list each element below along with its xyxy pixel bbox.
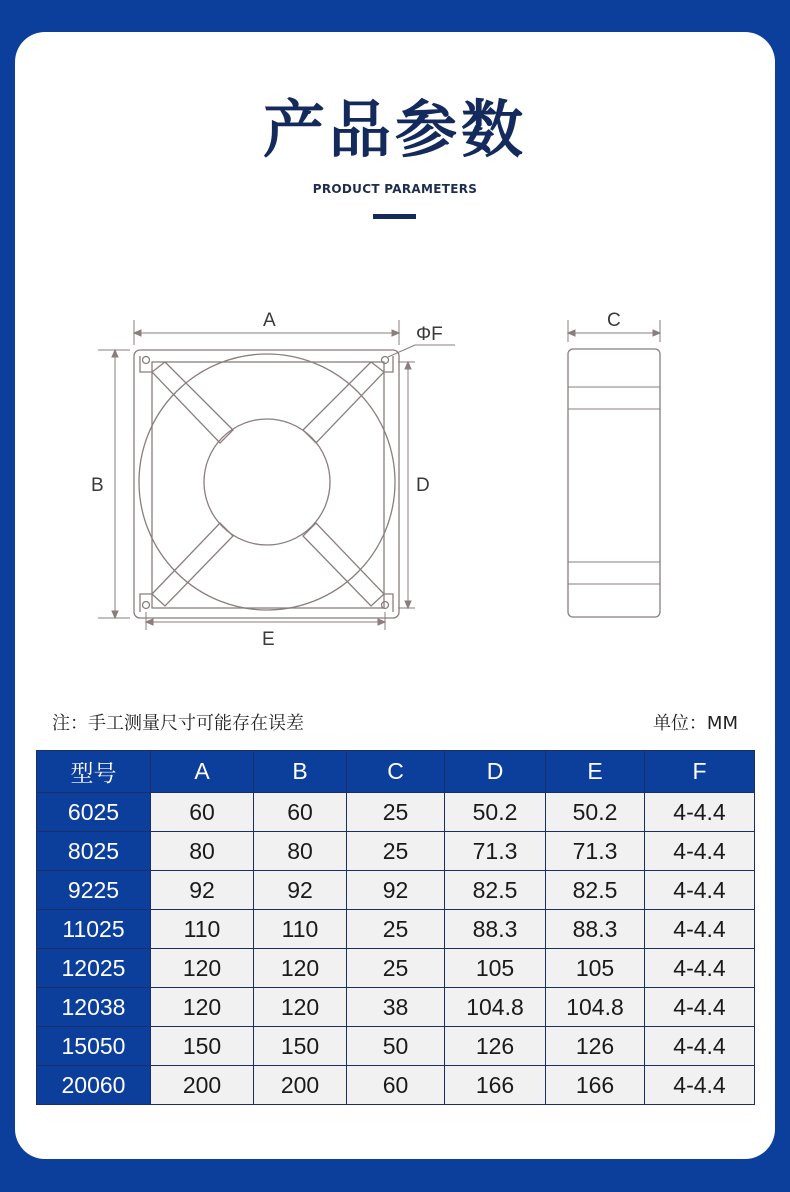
value-cell: 82.5	[445, 871, 546, 910]
value-cell: 110	[151, 910, 254, 949]
model-cell: 12038	[37, 988, 151, 1027]
value-cell: 166	[445, 1066, 546, 1105]
value-cell: 4-4.4	[645, 949, 755, 988]
value-cell: 80	[254, 832, 347, 871]
value-cell: 4-4.4	[645, 793, 755, 832]
value-cell: 4-4.4	[645, 871, 755, 910]
model-cell: 15050	[37, 1027, 151, 1066]
value-cell: 105	[445, 949, 546, 988]
value-cell: 80	[151, 832, 254, 871]
value-cell: 38	[347, 988, 445, 1027]
value-cell: 120	[151, 988, 254, 1027]
fan-front-frame	[134, 350, 399, 618]
value-cell: 104.8	[546, 988, 645, 1027]
header-e: E	[546, 751, 645, 793]
table-row	[37, 832, 755, 871]
header-model: 型号	[37, 751, 151, 793]
value-cell: 150	[151, 1027, 254, 1066]
model-cell: 12025	[37, 949, 151, 988]
label-f: ΦF	[416, 324, 443, 345]
mount-hole-bl	[143, 602, 150, 609]
fan-inner-frame	[152, 362, 384, 608]
table-row	[37, 949, 755, 988]
value-cell: 126	[546, 1027, 645, 1066]
strut-bl	[152, 523, 233, 606]
value-cell: 200	[254, 1066, 347, 1105]
value-cell: 88.3	[546, 910, 645, 949]
value-cell: 166	[546, 1066, 645, 1105]
label-d: D	[416, 475, 430, 496]
value-cell: 4-4.4	[645, 1027, 755, 1066]
label-a: A	[263, 310, 276, 331]
value-cell: 92	[347, 871, 445, 910]
value-cell: 120	[151, 949, 254, 988]
fan-blade-circle	[139, 354, 395, 610]
header-a: A	[151, 751, 254, 793]
table-row	[37, 1066, 755, 1105]
value-cell: 92	[254, 871, 347, 910]
value-cell: 60	[151, 793, 254, 832]
value-cell: 25	[347, 832, 445, 871]
value-cell: 60	[254, 793, 347, 832]
value-cell: 25	[347, 949, 445, 988]
value-cell: 4-4.4	[645, 910, 755, 949]
table-row	[37, 793, 755, 832]
value-cell: 200	[151, 1066, 254, 1105]
value-cell: 110	[254, 910, 347, 949]
value-cell: 105	[546, 949, 645, 988]
model-cell: 9225	[37, 871, 151, 910]
strut-tl	[152, 362, 233, 443]
value-cell: 71.3	[546, 832, 645, 871]
table-row	[37, 1027, 755, 1066]
fan-side-view	[568, 349, 660, 617]
table-row	[37, 910, 755, 949]
value-cell: 88.3	[445, 910, 546, 949]
value-cell: 50.2	[445, 793, 546, 832]
value-cell: 4-4.4	[645, 988, 755, 1027]
model-cell: 11025	[37, 910, 151, 949]
value-cell: 25	[347, 793, 445, 832]
value-cell: 120	[254, 949, 347, 988]
model-cell: 8025	[37, 832, 151, 871]
value-cell: 60	[347, 1066, 445, 1105]
value-cell: 82.5	[546, 871, 645, 910]
model-cell: 20060	[37, 1066, 151, 1105]
mount-hole-br	[382, 602, 389, 609]
value-cell: 150	[254, 1027, 347, 1066]
header-c: C	[347, 751, 445, 793]
value-cell: 25	[347, 910, 445, 949]
mount-hole-tr	[382, 357, 389, 364]
spec-table	[36, 750, 755, 1105]
label-e: E	[262, 629, 275, 650]
value-cell: 4-4.4	[645, 1066, 755, 1105]
value-cell: 4-4.4	[645, 832, 755, 871]
strut-tr	[303, 362, 384, 443]
table-header-row	[37, 751, 755, 793]
unit-label: 单位：MM	[652, 713, 738, 734]
table-row	[37, 871, 755, 910]
strut-br	[303, 523, 384, 606]
model-cell: 6025	[37, 793, 151, 832]
value-cell: 50	[347, 1027, 445, 1066]
value-cell: 71.3	[445, 832, 546, 871]
table-row	[37, 988, 755, 1027]
value-cell: 120	[254, 988, 347, 1027]
header-f: F	[645, 751, 755, 793]
label-c: C	[607, 310, 621, 331]
page-subtitle: PRODUCT PARAMETERS	[312, 182, 478, 196]
header-d: D	[445, 751, 546, 793]
header-b: B	[254, 751, 347, 793]
value-cell: 50.2	[546, 793, 645, 832]
measurement-note: 注：手工测量尺寸可能存在误差	[52, 713, 304, 734]
value-cell: 92	[151, 871, 254, 910]
value-cell: 126	[445, 1027, 546, 1066]
page-title: 产品参数	[262, 93, 527, 166]
mount-hole-tl	[143, 357, 150, 364]
value-cell: 104.8	[445, 988, 546, 1027]
label-b: B	[91, 475, 104, 496]
